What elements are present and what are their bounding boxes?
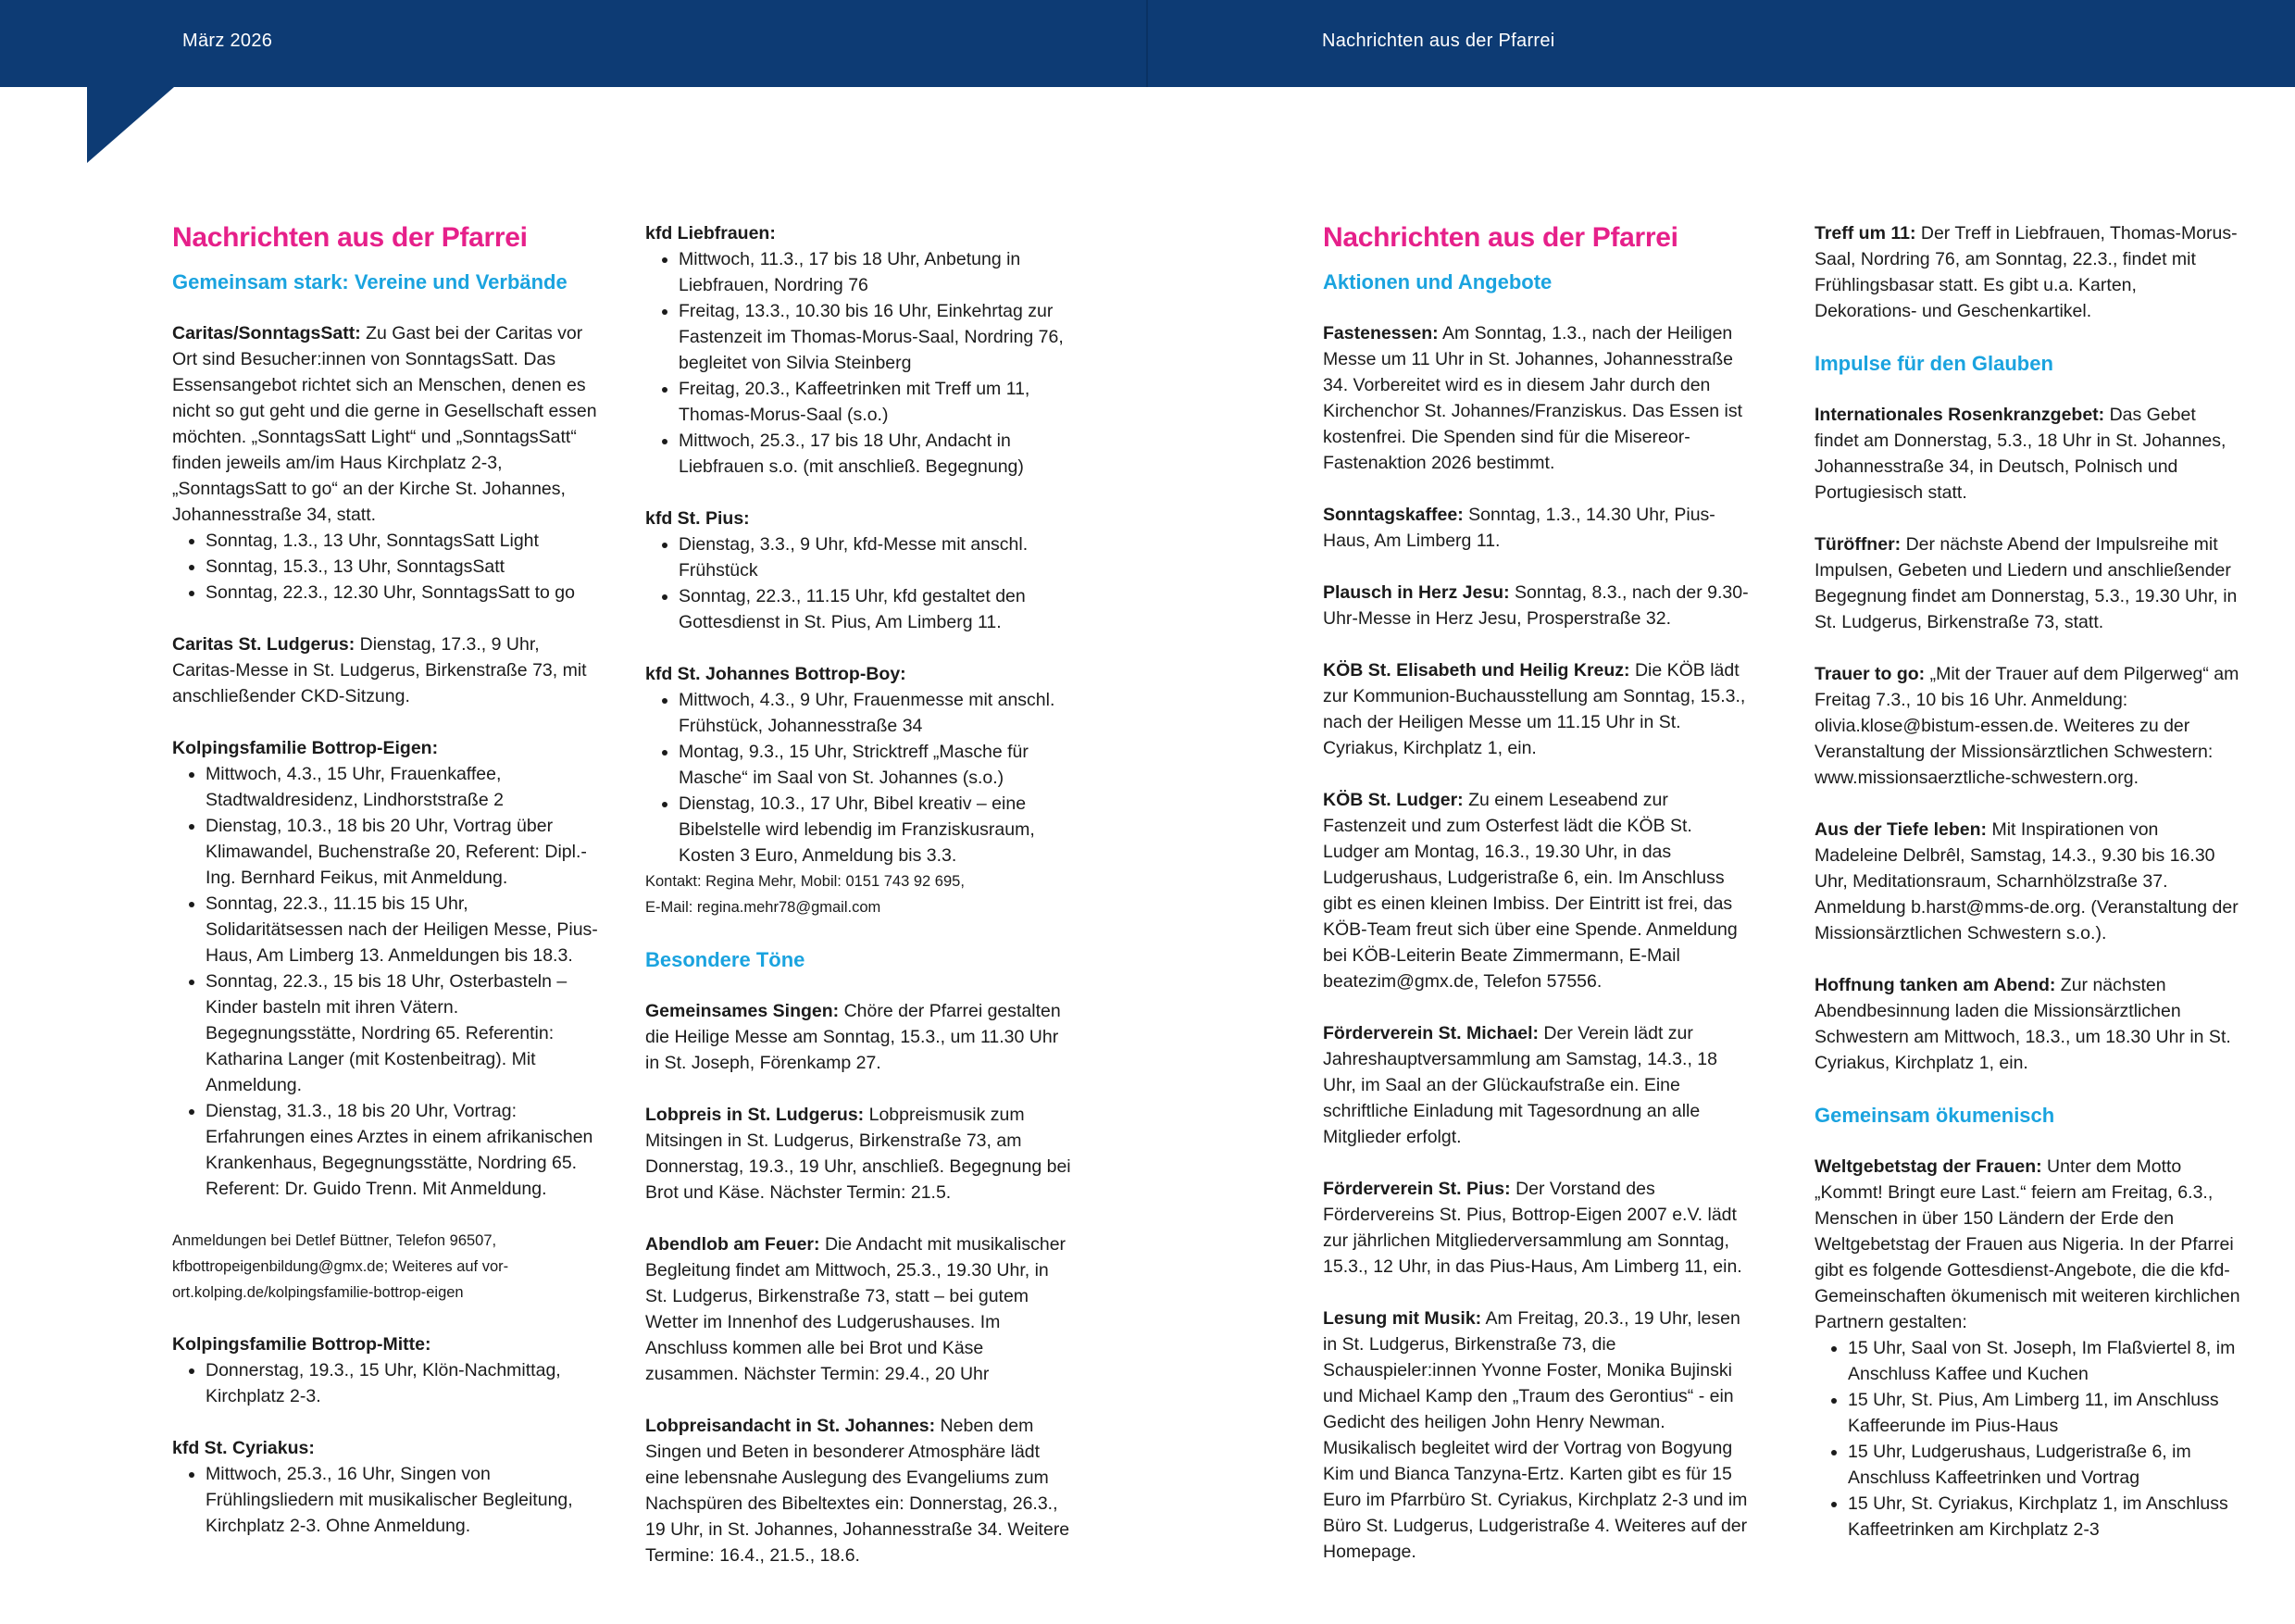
entry-text: Die Andacht mit musikalischer Begleitung findet am Mittwoch, 25.3., 19.30 Uhr, in St. Ludgerus, Birkenstraße 73, statt – bei gutem Wetter im Innenhof des Ludgerushauses. Im Anschluss kommen alle bei Brot und Käse zusammen. Nächster Termin: 29.4., 20 Uhr xyxy=(645,1234,1066,1384)
entry-label: kfd Liebfrauen: xyxy=(645,223,776,244)
list-item: • Donnerstag, 19.3., 15 Uhr, Klön-Nachmittag, Kirchplatz 2-3. xyxy=(206,1357,598,1409)
entry-label: Förderverein St. Pius: xyxy=(1323,1179,1511,1199)
entry-text: Unter dem Motto „Kommt! Bringt eure Last.“ feiern am Freitag, 6.3., Menschen in über 150 Ländern der Erde den Weltgebetstag der Frauen aus Nigeria. In der Pfarrei gibt es folgende Gottesdienst-Angebote, die die kfd-Gemeinschaften ökumenisch mit weiteren kirchlichen Partnern gestalten: xyxy=(1815,1156,2240,1332)
header-date: März 2026 xyxy=(182,31,273,51)
entry-label: Fastenessen: xyxy=(1323,323,1439,344)
header-bar xyxy=(0,0,2295,87)
entry-lobpreis-ludgerus xyxy=(645,1102,1071,1206)
entry-kfd-liebfrauen xyxy=(645,220,1071,246)
entry-label: Lesung mit Musik: xyxy=(1323,1308,1482,1329)
list-kfd-liebfrauen xyxy=(645,246,1071,480)
entry-fastenessen xyxy=(1323,320,1749,476)
entry-text: Lobpreismusik zum Mitsingen in St. Ludgerus, Birkenstraße 73, am Donnerstag, 19.3., 19 Uhr, anschließ. Begegnung bei Brot und Käse. Nächster Termin: 21.5. xyxy=(645,1105,1071,1203)
entry-label: Gemeinsames Singen: xyxy=(645,1001,840,1021)
list-item: • Dienstag, 10.3., 17 Uhr, Bibel kreativ – eine Bibelstelle wird lebendig im Franziskusraum, Kosten 3 Euro, Anmeldung bis 3.3. xyxy=(679,791,1071,868)
entry-singen xyxy=(645,998,1071,1076)
entry-text: Zur nächsten Abendbesinnung laden die Missionsärztlichen Schwestern am Mittwoch, 18.3., um 18.30 Uhr in St. Cyriakus, Kirchplatz 1, ein. xyxy=(1815,975,2231,1073)
entry-caritas-ludgerus xyxy=(172,631,598,709)
section-heading-aktionen: Aktionen und Angebote xyxy=(1323,270,1553,294)
entry-koeb-ludger xyxy=(1323,787,1749,994)
list-item: • Dienstag, 3.3., 9 Uhr, kfd-Messe mit anschl. Frühstück xyxy=(679,531,1071,583)
entry-plausch xyxy=(1323,580,1749,631)
entry-kfd-cyriakus xyxy=(172,1435,598,1461)
entry-kfd-johannes xyxy=(645,661,1071,687)
list-item: • Mittwoch, 25.3., 16 Uhr, Singen von Frühlingsliedern mit musikalischer Begleitung, Kirchplatz 2-3. Ohne Anmeldung. xyxy=(206,1461,598,1539)
entry-label: Plausch in Herz Jesu: xyxy=(1323,582,1510,603)
entry-text: Mit Inspirationen von Madeleine Delbrêl, Samstag, 14.3., 9.30 bis 16.30 Uhr, Meditationsraum, Scharnhölzstraße 37. Anmeldung b.harst@mms-de.org. (Veranstaltung der Missionsärztlichen Schwestern s.o.). xyxy=(1815,819,2239,943)
entry-label: Aus der Tiefe leben: xyxy=(1815,819,1988,840)
entry-sonntagskaffee xyxy=(1323,502,1749,554)
list-kfd-johannes xyxy=(645,687,1071,868)
list-item: • Freitag, 20.3., Kaffeetrinken mit Treff um 11, Thomas-Morus-Saal (s.o.) xyxy=(679,376,1071,428)
entry-foerderverein-michael xyxy=(1323,1020,1749,1150)
entry-label: kfd St. Johannes Bottrop-Boy: xyxy=(645,664,906,684)
entry-text: Am Freitag, 20.3., 19 Uhr, lesen in St. Ludgerus, Birkenstraße 73, die Schauspieler:innen Yvonne Foster, Monika Bujinski und Michael Kamp den „Traum des Gerontius“ - ein Gedicht des heiligen John Henry Newman. Musikalisch begleitet wird der Vortrag von Bogyung Kim und Bianca Tanzyna-Ertz. Karten gibt es für 15 Euro im Pfarrbüro St. Cyriakus, Kirchplatz 2-3 und im Büro St. Ludgerus, Ludgeristraße 4. Weiteres auf der Homepage. xyxy=(1323,1308,1748,1562)
entry-label: kfd St. Cyriakus: xyxy=(172,1438,315,1458)
entry-weltgebetstag xyxy=(1815,1154,2240,1335)
section-heading-toene: Besondere Töne xyxy=(645,948,805,971)
list-item: • Sonntag, 22.3., 11.15 bis 15 Uhr, Solidaritätsessen nach der Heiligen Messe, Pius-Haus, Am Limberg 13. Anmeldungen bis 18.3. xyxy=(206,891,598,968)
page-seam xyxy=(1146,0,1148,87)
entry-label: Treff um 11: xyxy=(1815,223,1916,244)
list-item: • Mittwoch, 25.3., 17 bis 18 Uhr, Andacht in Liebfrauen s.o. (mit anschließ. Begegnung) xyxy=(679,428,1071,480)
list-kolping-mitte xyxy=(172,1357,598,1409)
entry-label: Hoffnung tanken am Abend: xyxy=(1815,975,2056,995)
entry-label: Kolpingsfamilie Bottrop-Eigen: xyxy=(172,738,439,758)
section-heading-vereine: Gemeinsam stark: Vereine und Verbände xyxy=(172,270,568,294)
entry-caritas-sonntagssatt xyxy=(172,320,598,528)
entry-text: Zu Gast bei der Caritas vor Ort sind Besucher:innen von SonntagsSatt. Das Essensangebot richtet sich an Menschen, denen es nicht so gut geht und die gerne in Gesellschaft essen möchten. „SonntagsSatt Light“ und „SonntagsSatt“ finden jeweils am/im Haus Kirchplatz 2-3, „SonntagsSatt to go“ an der Kirche St. Johannes, Johannesstraße 34, statt. xyxy=(172,323,597,525)
entry-label: Kolpingsfamilie Bottrop-Mitte: xyxy=(172,1334,431,1355)
list-kfd-pius xyxy=(645,531,1071,635)
entry-text: Der nächste Abend der Impulsreihe mit Impulsen, Gebeten und Liedern und anschließender Begegnung findet am Donnerstag, 5.3., 19.30 Uhr, in St. Ludgerus, Birkenstraße 73, statt. xyxy=(1815,534,2238,632)
column-1 xyxy=(172,220,598,1539)
entry-text: Die KÖB lädt zur Kommunion-Buchausstellung am Sonntag, 15.3., nach der Heiligen Messe um 11.15 Uhr in St. Cyriakus, Kirchplatz 1, ein. xyxy=(1323,660,1746,758)
list-kolping-eigen xyxy=(172,761,598,1202)
entry-kolping-eigen xyxy=(172,735,598,761)
entry-tiefe xyxy=(1815,817,2240,946)
entry-label: Trauer to go: xyxy=(1815,664,1926,684)
kolping-eigen-note: Anmeldungen bei Detlef Büttner, Telefon 96507, kfbottropeigenbildung@gmx.de; Weiteres auf vor-ort.kolping.de/kolpingsfamilie-bottrop-eigen xyxy=(172,1232,509,1301)
entry-text: Sonntag, 1.3., 14.30 Uhr, Pius-Haus, Am Limberg 11. xyxy=(1323,505,1715,551)
entry-tueroeffner xyxy=(1815,531,2240,635)
entry-label: Internationales Rosenkranzgebet: xyxy=(1815,405,2105,425)
entry-label: Caritas/SonntagsSatt: xyxy=(172,323,361,344)
entry-label: Abendlob am Feuer: xyxy=(645,1234,820,1255)
header-flag-decoration xyxy=(87,87,174,163)
entry-text: Dienstag, 17.3., 9 Uhr, Caritas-Messe in St. Ludgerus, Birkenstraße 73, mit anschließender CKD-Sitzung. xyxy=(172,634,587,706)
list-item: • Sonntag, 22.3., 12.30 Uhr, SonntagsSatt to go xyxy=(206,580,598,606)
header-section-title: Nachrichten aus der Pfarrei xyxy=(1322,31,1555,51)
list-item: • Freitag, 13.3., 10.30 bis 16 Uhr, Einkehrtag zur Fastenzeit im Thomas-Morus-Saal, Nordring 76, begleitet von Silvia Steinberg xyxy=(679,298,1071,376)
entry-label: Sonntagskaffee: xyxy=(1323,505,1464,525)
entry-rosenkranz xyxy=(1815,402,2240,506)
list-caritas-sonntagssatt xyxy=(172,528,598,606)
entry-text: Am Sonntag, 1.3., nach der Heiligen Messe um 11 Uhr in St. Johannes, Johannesstraße 34. Vorbereitet wird es in diesem Jahr durch den Kirchenchor St. Johannes/Franziskus. Das Essen ist kostenfrei. Die Spenden sind für die Misereor-Fastenaktion 2026 bestimmt. xyxy=(1323,323,1743,473)
list-item: • Sonntag, 22.3., 11.15 Uhr, kfd gestaltet den Gottesdienst in St. Pius, Am Limberg 11. xyxy=(679,583,1071,635)
list-item: • Sonntag, 22.3., 15 bis 18 Uhr, Osterbasteln – Kinder basteln mit ihren Vätern. Begegnungsstätte, Nordring 65. Referentin: Katharina Langer (mit Kostenbeitrag). Mit Anmeldung. xyxy=(206,968,598,1098)
entry-lesung xyxy=(1323,1305,1749,1565)
column-4 xyxy=(1815,220,2240,1543)
entry-text: Der Verein lädt zur Jahreshauptversammlung am Samstag, 14.3., 18 Uhr, im Saal an der Glückaufstraße ein. Eine schriftliche Einladung mit Tagesordnung an alle Mitglieder erfolgt. xyxy=(1323,1023,1717,1147)
section-heading-oekumenisch: Gemeinsam ökumenisch xyxy=(1815,1104,2055,1127)
entry-text: Sonntag, 8.3., nach der 9.30-Uhr-Messe in Herz Jesu, Prosperstraße 32. xyxy=(1323,582,1749,629)
entry-kolping-mitte xyxy=(172,1331,598,1357)
entry-text: Neben dem Singen und Beten in besonderer Atmosphäre lädt eine lebensnahe Auslegung des Evangeliums zum Nachspüren des Bibeltextes ein: Donnerstag, 26.3., 19 Uhr, in St. Johannes, Johannesstraße 34. Weitere Termine: 16.4., 21.5., 18.6. xyxy=(645,1416,1070,1566)
entry-abendlob xyxy=(645,1231,1071,1387)
list-item: • Sonntag, 1.3., 13 Uhr, SonntagsSatt Light xyxy=(206,528,598,554)
entry-label: Türöffner: xyxy=(1815,534,1902,555)
entry-text: „Mit der Trauer auf dem Pilgerweg“ am Freitag 7.3., 10 bis 16 Uhr. Anmeldung: olivia.klose@bistum-essen.de. Weiteres zu der Veranstaltung der Missionsärztlichen Schwestern: www.missionsaerztliche-schwestern.org. xyxy=(1815,664,2239,788)
entry-kfd-pius xyxy=(645,506,1071,531)
entry-text: Zu einem Leseabend zur Fastenzeit und zum Osterfest lädt die KÖB St. Ludger am Montag, 16.3., 19.30 Uhr, in das Ludgerushaus, Ludgeristraße 6, ein. Im Anschluss gibt es einen kleinen Imbiss. Der Eintritt ist frei, das KÖB-Team freut sich über eine Spende. Anmeldung bei KÖB-Leiterin Beate Zimmermann, E-Mail beatezim@gmx.de, Telefon 57556. xyxy=(1323,790,1738,992)
list-item: • Mittwoch, 4.3., 15 Uhr, Frauenkaffee, Stadtwaldresidenz, Lindhorststraße 2 xyxy=(206,761,598,813)
entry-label: KÖB St. Ludger: xyxy=(1323,790,1464,810)
entry-label: Caritas St. Ludgerus: xyxy=(172,634,355,655)
entry-foerderverein-pius xyxy=(1323,1176,1749,1280)
entry-label: kfd St. Pius: xyxy=(645,508,750,529)
column-3 xyxy=(1323,220,1749,1565)
entry-label: Lobpreisandacht in St. Johannes: xyxy=(645,1416,936,1436)
entry-label: Weltgebetstag der Frauen: xyxy=(1815,1156,2042,1177)
page-title-left: Nachrichten aus der Pfarrei xyxy=(172,222,528,253)
entry-text: Chöre der Pfarrei gestalten die Heilige Messe am Sonntag, 15.3., um 11.30 Uhr in St. Joseph, Förenkamp 27. xyxy=(645,1001,1061,1073)
entry-label: KÖB St. Elisabeth und Heilig Kreuz: xyxy=(1323,660,1630,681)
list-item: • 15 Uhr, St. Pius, Am Limberg 11, im Anschluss Kaffeerunde im Pius-Haus xyxy=(1848,1387,2240,1439)
entry-text: Das Gebet findet am Donnerstag, 5.3., 18 Uhr in St. Johannes, Johannesstraße 34, in Deutsch, Polnisch und Portugiesisch statt. xyxy=(1815,405,2226,503)
list-item: • Dienstag, 10.3., 18 bis 20 Uhr, Vortrag über Klimawandel, Buchenstraße 20, Referent: Dipl.-Ing. Bernhard Feikus, mit Anmeldung. xyxy=(206,813,598,891)
list-weltgebetstag xyxy=(1815,1335,2240,1543)
entry-text: Der Treff in Liebfrauen, Thomas-Morus-Saal, Nordring 76, am Sonntag, 22.3., findet mit Frühlingsbasar statt. Es gibt u.a. Karten, Dekorations- und Geschenkartikel. xyxy=(1815,223,2238,321)
list-item: • Sonntag, 15.3., 13 Uhr, SonntagsSatt xyxy=(206,554,598,580)
entry-label: Förderverein St. Michael: xyxy=(1323,1023,1539,1043)
list-item: • 15 Uhr, Ludgerushaus, Ludgeristraße 6, im Anschluss Kaffeetrinken und Vortrag xyxy=(1848,1439,2240,1491)
list-item: • Mittwoch, 4.3., 9 Uhr, Frauenmesse mit anschl. Frühstück, Johannesstraße 34 xyxy=(679,687,1071,739)
entry-hoffnung xyxy=(1815,972,2240,1076)
entry-koeb-elisabeth xyxy=(1323,657,1749,761)
entry-trauer-to-go xyxy=(1815,661,2240,791)
column-2 xyxy=(645,220,1071,1568)
kfd-johannes-contact: Kontakt: Regina Mehr, Mobil: 0151 743 92 695, xyxy=(645,873,965,890)
list-kfd-cyriakus xyxy=(172,1461,598,1539)
entry-text: Der Vorstand des Fördervereins St. Pius, Bottrop-Eigen 2007 e.V. lädt zur jährlichen Mitgliederversammlung am Sonntag, 15.3., 12 Uhr, in das Pius-Haus, Am Limberg 11, ein. xyxy=(1323,1179,1742,1277)
page-title-right: Nachrichten aus der Pfarrei xyxy=(1323,222,1678,253)
entry-label: Lobpreis in St. Ludgerus: xyxy=(645,1105,865,1125)
list-item: • 15 Uhr, Saal von St. Joseph, Im Flaßviertel 8, im Anschluss Kaffee und Kuchen xyxy=(1848,1335,2240,1387)
list-item: • Mittwoch, 11.3., 17 bis 18 Uhr, Anbetung in Liebfrauen, Nordring 76 xyxy=(679,246,1071,298)
list-item: • Montag, 9.3., 15 Uhr, Stricktreff „Masche für Masche“ im Saal von St. Johannes (s.o.) xyxy=(679,739,1071,791)
list-item: • 15 Uhr, St. Cyriakus, Kirchplatz 1, im Anschluss Kaffeetrinken am Kirchplatz 2-3 xyxy=(1848,1491,2240,1543)
entry-lobpreisandacht xyxy=(645,1413,1071,1568)
entry-treff-um-11 xyxy=(1815,220,2240,324)
list-item: • Dienstag, 31.3., 18 bis 20 Uhr, Vortrag: Erfahrungen eines Arztes in einem afrikanischen Krankenhaus, Begegnungsstätte, Nordring 65. Referent: Dr. Guido Trenn. Mit Anmeldung. xyxy=(206,1098,598,1202)
kfd-johannes-email: E-Mail: regina.mehr78@gmail.com xyxy=(645,899,881,916)
section-heading-impulse: Impulse für den Glauben xyxy=(1815,352,2053,375)
